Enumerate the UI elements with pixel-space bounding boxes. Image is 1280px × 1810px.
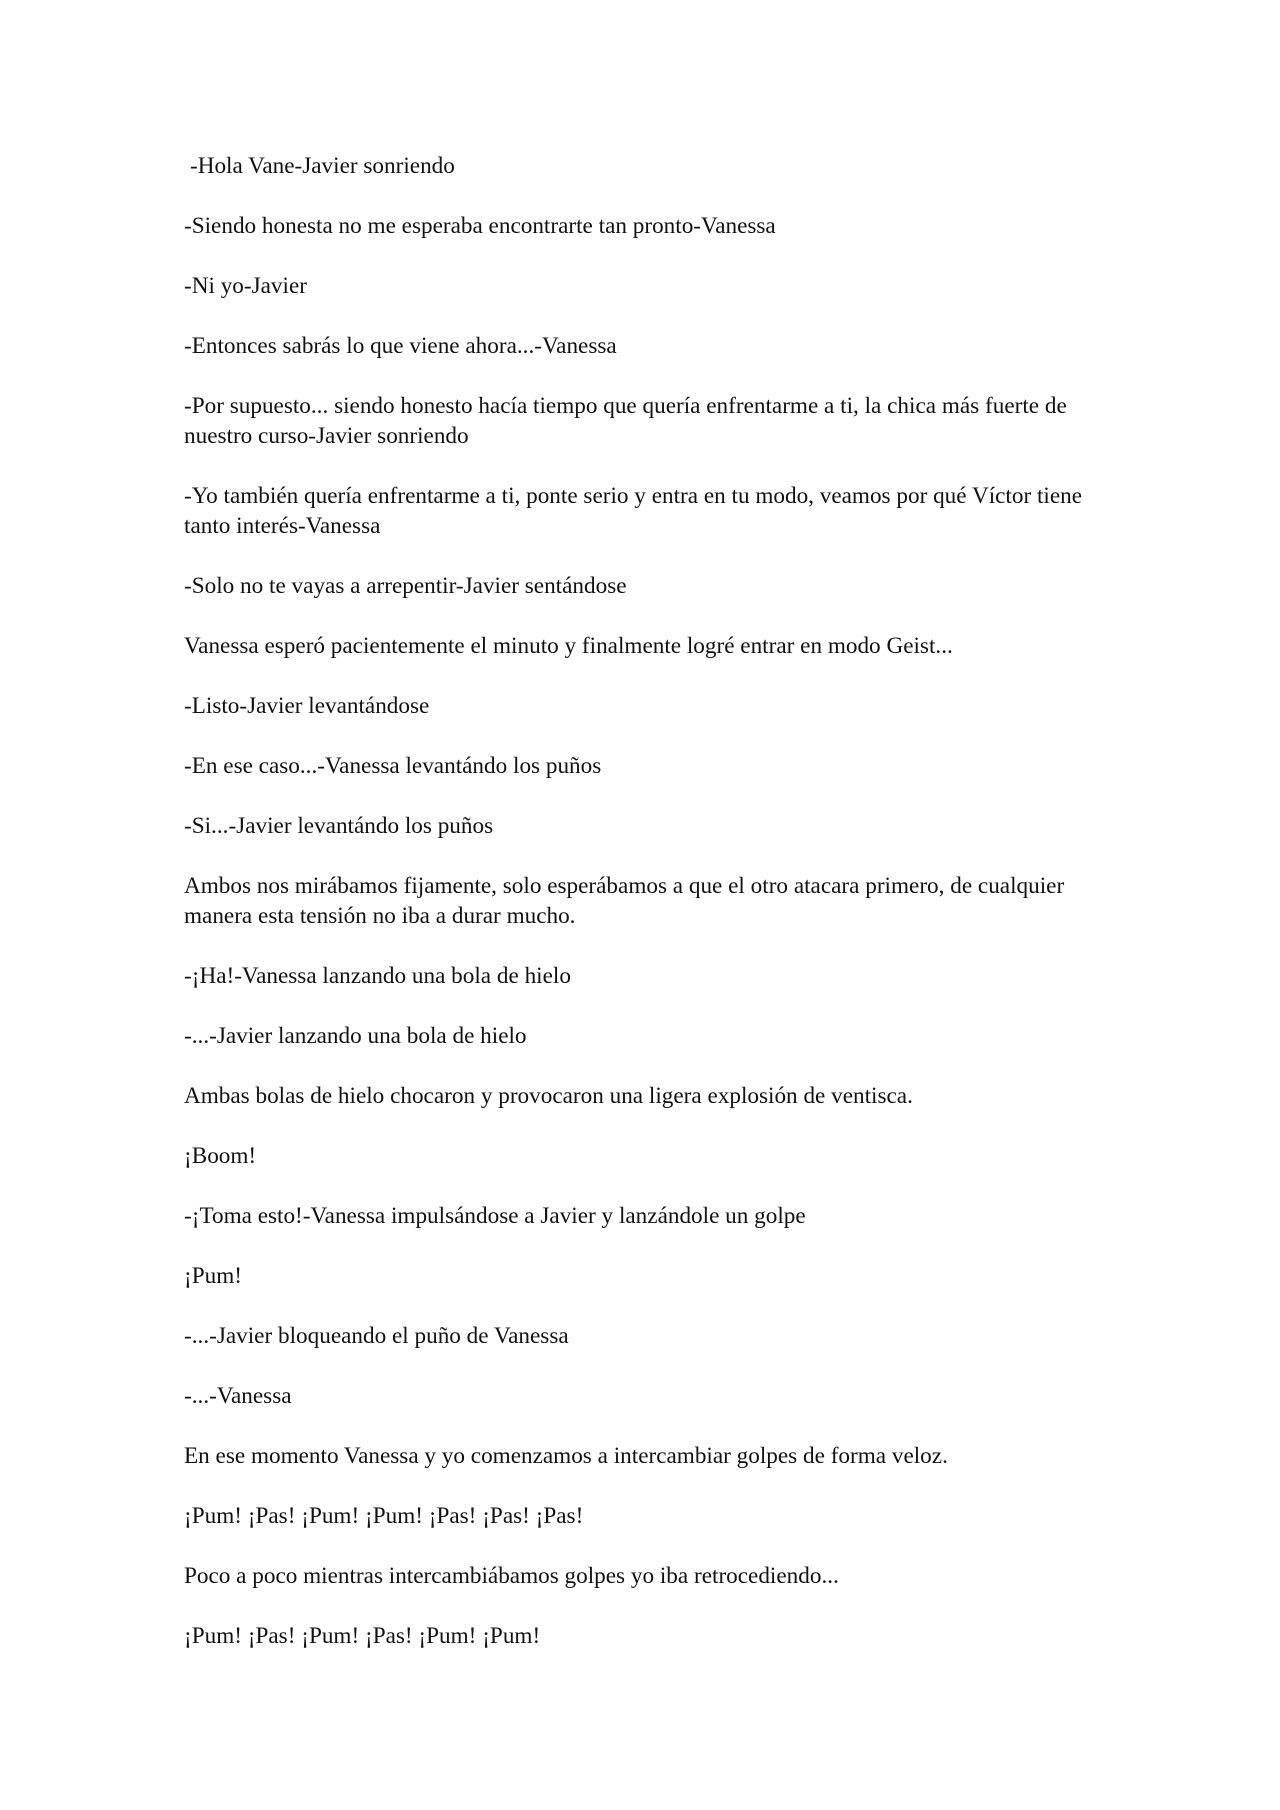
paragraph: ¡Pum! ¡Pas! ¡Pum! ¡Pas! ¡Pum! ¡Pum! (184, 1623, 541, 1649)
paragraph: -Hola Vane-Javier sonriendo (190, 153, 455, 179)
paragraph: -Por supuesto... siendo honesto hacía tiempo que quería enfrentarme a ti, la chica más fuerte de nuestro curso-Javier sonriendo (184, 393, 1073, 449)
paragraph: -¡Ha!-Vanessa lanzando una bola de hielo (184, 963, 571, 989)
paragraph: ¡Pum! (184, 1263, 242, 1289)
paragraph: Ambos nos mirábamos fijamente, solo esperábamos a que el otro atacara primero, de cualquier manera esta tensión no iba a durar mucho. (184, 873, 1070, 929)
paragraph: Poco a poco mientras intercambiábamos golpes yo iba retrocediendo... (184, 1563, 839, 1589)
paragraph: -En ese caso...-Vanessa levantándo los puños (184, 753, 602, 779)
paragraph: -¡Toma esto!-Vanessa impulsándose a Javier y lanzándole un golpe (184, 1203, 806, 1229)
paragraph: -Yo también quería enfrentarme a ti, ponte serio y entra en tu modo, veamos por qué Víctor tiene tanto interés-Vanessa (184, 483, 1088, 539)
paragraph: -Entonces sabrás lo que viene ahora...-Vanessa (184, 333, 617, 359)
paragraph: -Listo-Javier levantándose (184, 693, 430, 719)
paragraph: Ambas bolas de hielo chocaron y provocaron una ligera explosión de ventisca. (184, 1083, 913, 1109)
paragraph: En ese momento Vanessa y yo comenzamos a intercambiar golpes de forma veloz. (184, 1443, 948, 1469)
paragraph: ¡Boom! (184, 1143, 257, 1169)
paragraph: -...-Javier lanzando una bola de hielo (184, 1023, 527, 1049)
paragraph: -Siendo honesta no me esperaba encontrarte tan pronto-Vanessa (184, 213, 776, 239)
paragraph: -...-Javier bloqueando el puño de Vanessa (184, 1323, 569, 1349)
paragraph: -...-Vanessa (184, 1383, 292, 1409)
paragraph: -Solo no te vayas a arrepentir-Javier sentándose (184, 573, 627, 599)
paragraph: Vanessa esperó pacientemente el minuto y finalmente logré entrar en modo Geist... (184, 633, 953, 659)
document-body (184, 151, 1088, 1681)
paragraph: -Ni yo-Javier (184, 273, 307, 299)
paragraph: -Si...-Javier levantándo los puños (184, 813, 494, 839)
paragraph: ¡Pum! ¡Pas! ¡Pum! ¡Pum! ¡Pas! ¡Pas! ¡Pas! (184, 1503, 584, 1529)
